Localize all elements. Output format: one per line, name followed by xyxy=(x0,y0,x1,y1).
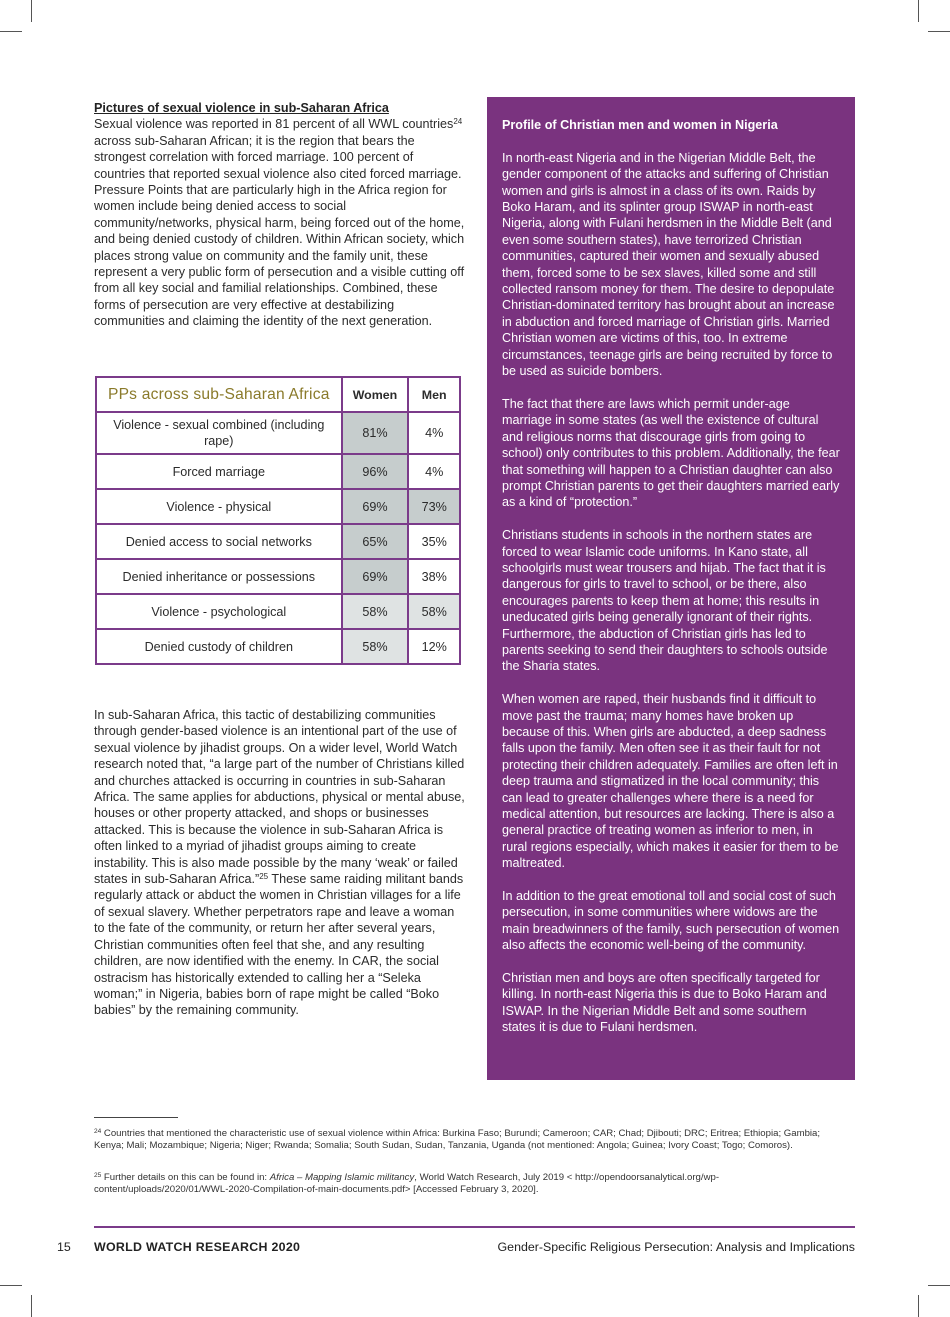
table-row xyxy=(96,594,460,629)
table-row xyxy=(96,454,460,489)
publication-title: WORLD WATCH RESEARCH 2020 xyxy=(94,1240,301,1254)
crop-mark xyxy=(928,1285,950,1286)
table-row xyxy=(96,629,460,664)
panel-paragraph: In north-east Nigeria and in the Nigerian Middle Belt, the gender component of the attacks and suffering of Christian women and girls is almost in a class of its own. Raids by Boko Haram, and its splinter group ISWAP in north-east Nigeria, along with Fulani herdsmen in the Middle Belt (and even some southern states), have terrorized Christian communities, captured their women and sexually abused them, forced some to be sex slaves, killed some and still collected ransom money for them. The desire to depopulate Christian-dominated territory has brought about an increase in abduction and forced marriage of Christian girls. Married Christian women are victims of this, too. In extreme circumstances, teenage girls are being recruited by force to be used as suicide bombers. xyxy=(502,150,835,379)
analysis-paragraph xyxy=(94,707,466,1019)
panel-paragraph: In addition to the great emotional toll and social cost of such persecution, in some communities where widows are the main breadwinners of the family, such persecution of women also affects the economic well-being of the community. xyxy=(502,889,840,953)
men-value: 73% xyxy=(408,489,460,524)
table-row xyxy=(96,559,460,594)
nigeria-profile-panel xyxy=(487,97,855,1080)
women-value: 58% xyxy=(342,594,409,629)
row-label: Violence - sexual combined (including rape) xyxy=(96,412,342,454)
footnote-divider xyxy=(94,1117,178,1118)
crop-mark xyxy=(928,31,950,32)
men-value: 38% xyxy=(408,559,460,594)
row-label: Violence - psychological xyxy=(96,594,342,629)
crop-mark xyxy=(31,0,32,22)
table-title: PPs across sub-Saharan Africa xyxy=(96,377,342,412)
analysis-text-a: In sub-Saharan Africa, this tactic of destabilizing communities through gender-based violence is an intentional part of the use of sexual violence by jihadist groups. On a wider level, World Watch research noted that, “a large part of the number of Christians killed and churches attacked is occurring in countries in sub-Saharan Africa. The same applies for abductions, physical or mental abuse, houses or other property attacked, and shops or businesses attacked. This is because the violence in sub-Saharan Africa is often linked to a myriad of jihadist groups aiming to create instability. This is also made possible by the many ‘weak’ or failed states in sub-Saharan Africa.” xyxy=(94,708,465,887)
pressure-points-table xyxy=(95,376,461,665)
row-label: Violence - physical xyxy=(96,489,342,524)
footnote-source-title: Africa – Mapping Islamic militancy xyxy=(269,1172,415,1183)
women-value: 58% xyxy=(342,629,409,664)
footnote-text: Further details on this can be found in: xyxy=(101,1172,270,1183)
panel-paragraph: Christian men and boys are often specifically targeted for killing. In north-east Nigeria this is due to Boko Haram and ISWAP. In the Nigerian Middle Belt and some southern states it is due to Fulani herdsmen. xyxy=(502,971,827,1035)
crop-mark xyxy=(0,1285,22,1286)
panel-paragraph: When women are raped, their husbands find it difficult to move past the trauma; many homes have broken up because of this. When girls are abducted, a deep sadness falls upon the family. Men often see it as their fault for not protecting their children adequately. Families are often left in deep trauma and stigmatized in the local community; this can lead to greater challenges where there is a need for medical attention, but resources are lacking. There is also a general practice of treating women as inferior to men, in rural regions especially, which makes it easier for them to be maltreated. xyxy=(502,692,839,871)
footer-divider xyxy=(94,1226,855,1228)
section-heading: Pictures of sexual violence in sub-Saharan Africa xyxy=(94,101,389,115)
men-value: 4% xyxy=(408,454,460,489)
women-value: 69% xyxy=(342,559,409,594)
crop-mark xyxy=(31,1295,32,1317)
document-title: Gender-Specific Religious Persecution: Analysis and Implications xyxy=(497,1240,855,1254)
women-value: 65% xyxy=(342,524,409,559)
page-number: 15 xyxy=(57,1240,71,1254)
row-label: Denied inheritance or possessions xyxy=(96,559,342,594)
women-value: 69% xyxy=(342,489,409,524)
crop-mark xyxy=(918,0,919,22)
intro-paragraph xyxy=(94,116,466,329)
panel-paragraph: The fact that there are laws which permit under-age marriage in some states (as well the existence of cultural and religious norms that discourage girls from going to school) only contributes to this problem. Additionally, the fear that something will happen to a Christian daughter can also prompt Christian parents to get their daughters married early as a kind of “protection.” xyxy=(502,396,840,510)
men-value: 4% xyxy=(408,412,460,454)
footnote-number: 24 xyxy=(94,1128,102,1135)
footnote-text: Countries that mentioned the characteristic use of sexual violence within Africa: Burkina Faso; Burundi; Cameroon; CAR; Chad; Djibouti; DRC; Eritrea; Ethiopia; Gambia; Kenya; Mali; Mozambique; Nigeria; Niger; Rwanda; Somalia; South Sudan, Sudan, Tanzania, Uganda (not mentioned: Angola; Guinea; Ivory Coast; Togo; Comoros). xyxy=(94,1128,821,1151)
table-row xyxy=(96,524,460,559)
footnote-link-text[interactable]: , World Watch Research, July 2019 < http://opendoorsanalytical.org/wp-content/uploads/2020/01/WWL-2020-Compilation-of-main-documents.pdf> [Accessed February 3, 2020]. xyxy=(94,1172,720,1195)
men-value: 12% xyxy=(408,629,460,664)
analysis-text-b: These same raiding militant bands regularly attack or abduct the women in Christian villages for a life of sexual slavery. Whether perpetrators rape and leave a woman to the fate of the community, or return her after several years, Christian communities often feel that she, and any resulting children, are now identified with the enemy. In CAR, the social ostracism has historically extended to calling her a “Seleka woman;” in Nigeria, babies born of rape might be called “Boko babies” by the remaining community. xyxy=(94,872,464,1018)
crop-mark xyxy=(0,31,22,32)
panel-title: Profile of Christian men and women in Nigeria xyxy=(502,118,778,132)
crop-mark xyxy=(918,1295,919,1317)
intro-section xyxy=(94,100,466,330)
men-value: 58% xyxy=(408,594,460,629)
footnote-number: 25 xyxy=(94,1172,102,1179)
row-label: Denied custody of children xyxy=(96,629,342,664)
footnote-ref-25[interactable]: 25 xyxy=(259,872,269,882)
women-value: 96% xyxy=(342,454,409,489)
footnote-25 xyxy=(94,1172,834,1196)
table-row xyxy=(96,489,460,524)
row-label: Denied access to social networks xyxy=(96,524,342,559)
intro-text-a: Sexual violence was reported in 81 percent of all WWL countries xyxy=(94,117,454,132)
women-value: 81% xyxy=(342,412,409,454)
footnote-ref-24[interactable]: 24 xyxy=(453,117,463,127)
row-label: Forced marriage xyxy=(96,454,342,489)
column-header-women: Women xyxy=(342,377,409,412)
intro-text-b: across sub-Saharan African; it is the region that bears the strongest correlation with forced marriage. 100 percent of countries that reported sexual violence also cited forced marriage. Pressure Points that are particularly high in the Africa region for women include being denied access to social community/networks, physical harm, being forced out of the home, and being denied custody of children. Within African society, which places strong value on community and the family unit, these represent a very public form of persecution and a visible cutting off from all key social and familial relationships. Combined, these forms of persecution are very effective at destabilizing communities and claiming the identity of the next generation. xyxy=(94,133,465,329)
analysis-section xyxy=(94,707,466,1019)
men-value: 35% xyxy=(408,524,460,559)
footnote-24 xyxy=(94,1128,834,1152)
panel-paragraph: Christians students in schools in the northern states are forced to wear Islamic code uniforms. In Kano state, all schoolgirls must wear trousers and hijab. The fact that it is dangerous for girls to travel to school, or be there, also encourages parents to keep them at home; this results in uneducated girls being generally ignorant of their rights. Furthermore, the abduction of Christian girls has led to parents seeking to send their daughters to schools outside the Sharia states. xyxy=(502,528,828,674)
column-header-men: Men xyxy=(408,377,460,412)
table-row xyxy=(96,412,460,454)
